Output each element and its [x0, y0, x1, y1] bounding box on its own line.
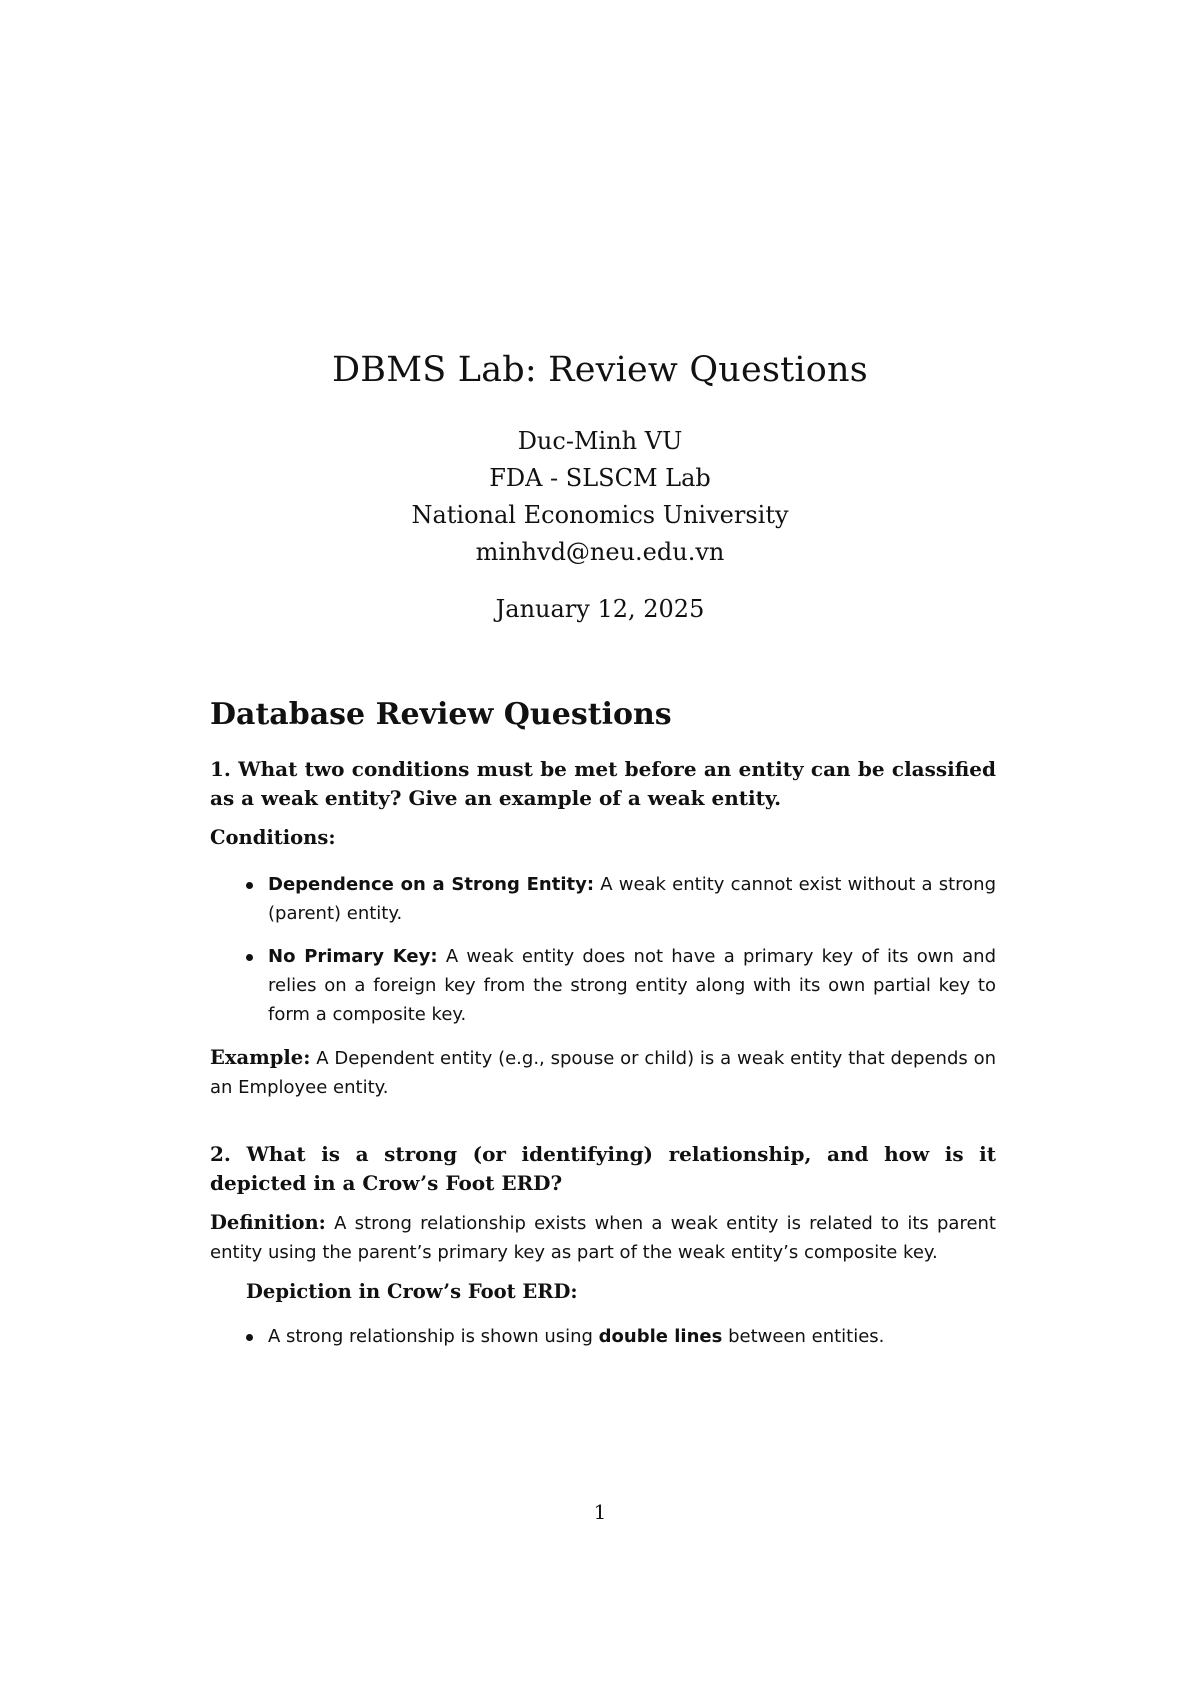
bullet-icon: [246, 1334, 253, 1341]
bullet-text: A weak entity cannot exist without a strong (parent) entity.: [268, 874, 997, 924]
list-item: [268, 942, 996, 1029]
definition-label: Definition:: [210, 1211, 326, 1234]
depiction-label: Depiction in Crow’s Foot ERD:: [246, 1280, 578, 1303]
section-title: Database Review Questions: [210, 697, 672, 732]
conditions-label: Conditions:: [210, 826, 336, 849]
bullet-text-post: between entities.: [722, 1326, 885, 1347]
definition-paragraph: [210, 1208, 996, 1267]
bullet-icon: [246, 954, 253, 961]
title-block: [0, 345, 1200, 628]
document-title: DBMS Lab: Review Questions: [332, 350, 868, 390]
author-name: Duc-Minh VU: [517, 427, 683, 455]
author-block: [0, 423, 1200, 571]
list-item: [268, 1322, 996, 1351]
bullet-text: A weak entity does not have a primary key of its own and relies on a foreign key from the strong entity along with its own partial key to form a composite key.: [268, 946, 996, 1025]
example-text: A Dependent entity (e.g., spouse or child) is a weak entity that depends on an Employee entity.: [210, 1048, 996, 1098]
author-affiliation: FDA - SLSCM Lab: [489, 464, 711, 492]
author-university: National Economics University: [411, 501, 789, 529]
bullet-text-bold: double lines: [598, 1326, 723, 1347]
question-1: 1. What two conditions must be met before an entity can be classified as a weak entity? Give an example of a weak entity.: [210, 757, 996, 810]
document-date: January 12, 2025: [495, 595, 705, 623]
definition-text: A strong relationship exists when a weak entity is related to its parent entity using the parent’s primary key as part of the weak entity’s composite key.: [210, 1213, 996, 1263]
author-email: minhvd@neu.edu.vn: [475, 538, 725, 566]
list-item: [268, 870, 996, 928]
bullet-term: Dependence on a Strong Entity:: [268, 874, 595, 895]
page-number: 1: [593, 1500, 607, 1524]
example-label: Example:: [210, 1046, 311, 1069]
conditions-list: [210, 870, 996, 1029]
example-paragraph: [210, 1043, 996, 1102]
document-body: [210, 695, 996, 1365]
bullet-text-pre: A strong relationship is shown using: [268, 1326, 599, 1347]
bullet-term: No Primary Key:: [268, 946, 438, 967]
depiction-list: [210, 1322, 996, 1351]
question-2: 2. What is a strong (or identifying) relationship, and how is it depicted in a Crow’s Foot ERD?: [210, 1142, 996, 1195]
bullet-icon: [246, 882, 253, 889]
